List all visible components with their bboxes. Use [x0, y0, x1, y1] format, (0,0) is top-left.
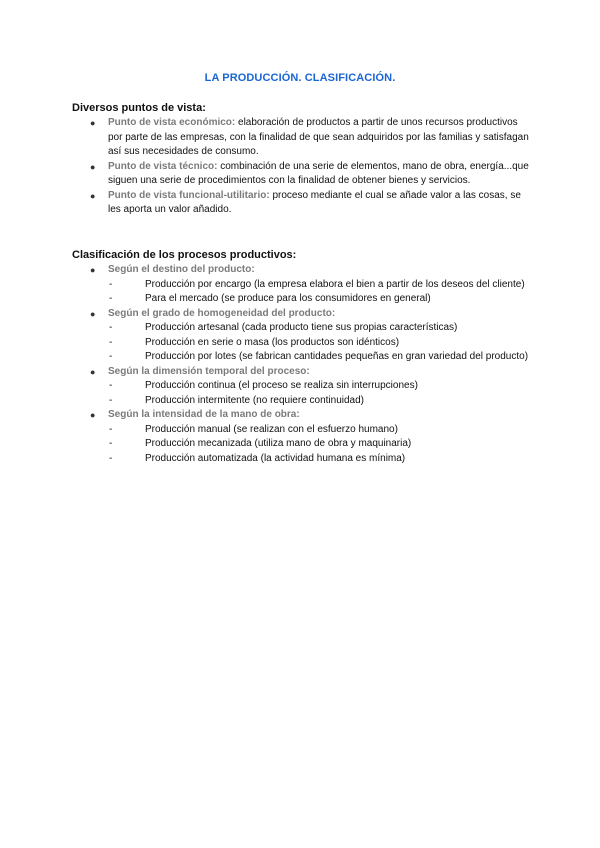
dash-icon: - [109, 452, 113, 464]
sub-list-item: - Para el mercado (se produce para los consumidores en general) [109, 292, 530, 307]
bullet-icon: ● [90, 410, 96, 420]
dash-icon: - [109, 278, 113, 290]
sub-list-item: - Producción mecanizada (utiliza mano de obra y maquinaria) [109, 437, 530, 452]
point-label: Punto de vista económico: [108, 117, 236, 128]
point-text: combinación de una serie de elementos, mano de obra, energía...que siguen una serie de procedimientos con la finalidad de obtener bienes y servicios. [108, 160, 529, 186]
group-label: Según la intensidad de la mano de obra: [108, 409, 300, 420]
sub-list-item: - Producción continua (el proceso se realiza sin interrupciones) [109, 379, 530, 394]
sub-list-item: - Producción en serie o masa (los productos son idénticos) [109, 336, 530, 351]
list-item [90, 160, 530, 189]
point-label: Punto de vista funcional-utilitario: [108, 189, 270, 201]
section-heading-puntos-de-vista: Diversos puntos de vista: [72, 102, 206, 114]
bullet-icon: ● [90, 118, 96, 128]
classification-group-temporal [90, 365, 530, 380]
sub-list-item: - Producción automatizada (la actividad humana es mínima) [109, 452, 530, 467]
dash-icon: - [109, 438, 113, 449]
group-label: Según el grado de homogeneidad del producto: [108, 307, 336, 319]
bullet-icon: ● [90, 190, 96, 201]
dash-icon: - [109, 394, 113, 406]
classification-group-homogeneidad [90, 307, 530, 322]
dash-icon: - [109, 423, 113, 435]
sub-list [90, 379, 530, 408]
bullet-icon: ● [90, 308, 96, 319]
point-label: Punto de vista técnico: [108, 160, 218, 172]
sub-list [90, 321, 530, 365]
classification-group-mano-de-obra [90, 408, 530, 423]
sub-list-item: - Producción por lotes (se fabrican cantidades pequeñas en gran variedad del producto) [109, 350, 530, 365]
bullet-icon: ● [90, 366, 96, 377]
dash-icon: - [109, 322, 113, 333]
points-of-view-list [90, 116, 530, 218]
sub-list [90, 278, 530, 307]
sub-list [90, 423, 530, 467]
classification-group-destino [90, 263, 530, 278]
point-text: elaboración de productos a partir de unos recursos productivos por parte de las empresas, con la finalidad de que sean adquiridos por las familias y satisfagan así sus necesidades de consumo. [108, 117, 529, 157]
bullet-icon: ● [90, 265, 96, 275]
document-title: LA PRODUCCIÓN. CLASIFICACIÓN. [204, 72, 396, 84]
sub-list-item: - Producción intermitente (no requiere continuidad) [109, 394, 530, 409]
section-heading-clasificacion: Clasificación de los procesos productivos: [72, 249, 297, 261]
dash-icon: - [109, 351, 113, 362]
dash-icon: - [109, 336, 113, 348]
point-text: proceso mediante el cual se añade valor a las cosas, se les aporta un valor añadido. [108, 189, 521, 215]
group-label: Según la dimensión temporal del proceso: [108, 365, 310, 377]
list-item [90, 116, 530, 160]
classification-list [90, 263, 530, 466]
sub-list-item: - Producción artesanal (cada producto tiene sus propias características) [109, 321, 530, 336]
group-label: Según el destino del producto: [108, 264, 255, 275]
bullet-icon: ● [90, 161, 96, 172]
dash-icon: - [109, 380, 113, 391]
list-item [90, 189, 530, 218]
sub-list-item: - Producción por encargo (la empresa elabora el bien a partir de los deseos del cliente) [109, 278, 530, 293]
sub-list-item: - Producción manual (se realizan con el esfuerzo humano) [109, 423, 530, 438]
dash-icon: - [109, 293, 113, 304]
